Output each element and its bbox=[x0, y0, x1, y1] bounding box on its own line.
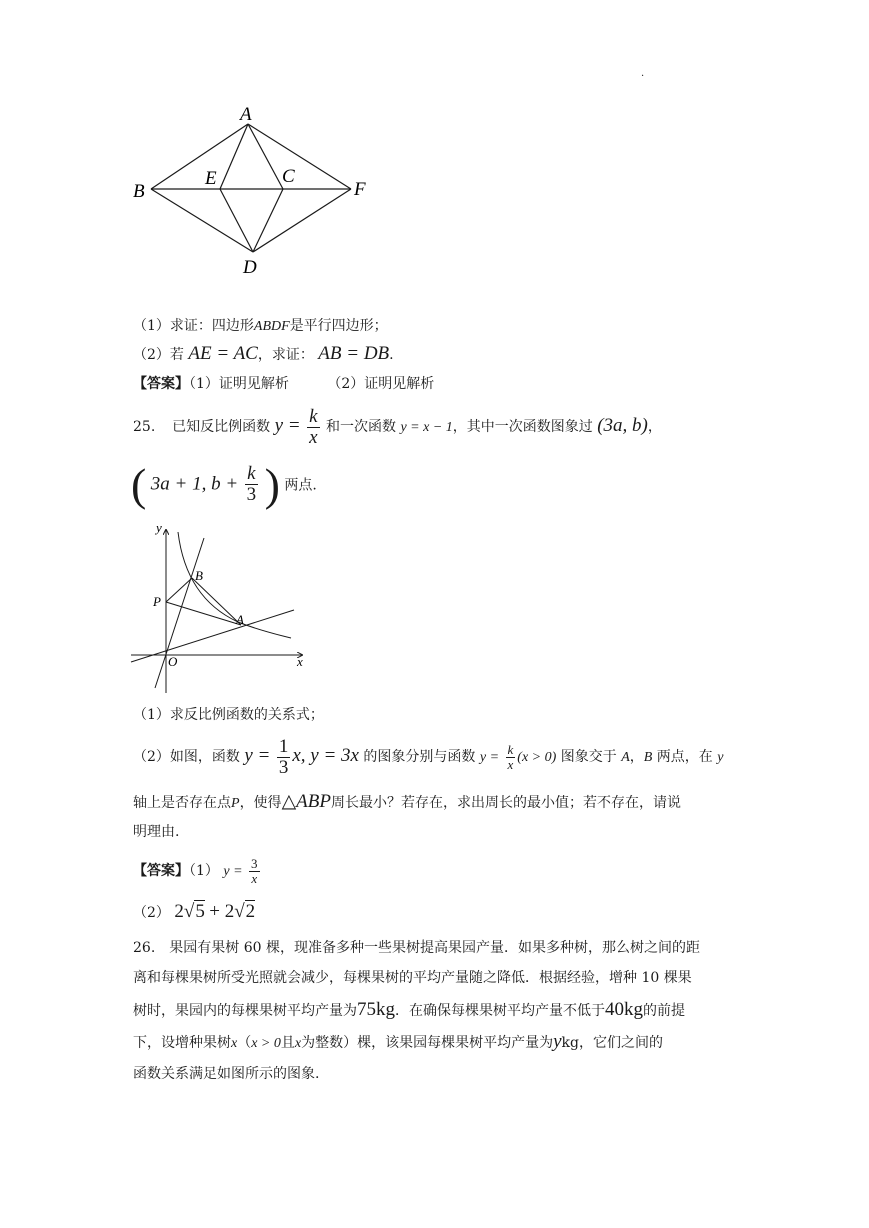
q26-line3: 树时，果园内的每棵果树平均产量为75kg．在确保每棵果树平均产量不低于40kg的前提 bbox=[133, 999, 685, 1020]
label-D: D bbox=[243, 257, 257, 278]
label-x: x bbox=[297, 654, 303, 669]
rhombus-figure bbox=[125, 100, 385, 285]
q24-part2: （2）若 AE = AC，求证： AB = DB. bbox=[133, 343, 394, 364]
q24-answer: 【答案】（1）证明见解析 （2）证明见解析 bbox=[133, 376, 435, 392]
line-y-third-x bbox=[131, 610, 294, 662]
q25-answer2: （2） 2√5 + 2√2 bbox=[133, 901, 256, 922]
q25-part1: （1）求反比例函数的关系式； bbox=[133, 707, 324, 723]
edge-AC bbox=[248, 124, 283, 189]
label-y: y bbox=[156, 520, 162, 535]
q24-part1: （1）求证：四边形ABDF是平行四边形； bbox=[133, 318, 388, 334]
stray-dot: . bbox=[641, 68, 645, 79]
frac-3-over-x: $\frac{3}{x}$ bbox=[251, 855, 258, 886]
frac-k-over-3: $\frac{k}{3}$ bbox=[246, 463, 257, 505]
frac-one-third: $\frac{1}{3}$ bbox=[278, 735, 289, 778]
frac-k-over-x-small: $\frac{k}{x}$ bbox=[507, 741, 514, 772]
label-B: B bbox=[195, 568, 203, 583]
hyperbola bbox=[178, 532, 291, 638]
segment-PA bbox=[166, 602, 241, 625]
label-B: B bbox=[133, 181, 145, 202]
label-A: A bbox=[236, 612, 244, 627]
edge-BD bbox=[151, 189, 253, 252]
q26-line4: 下，设增种果树x（x > 0且x为整数）棵，该果园每棵果树平均产量为ykg，它们之间的 bbox=[133, 1031, 663, 1052]
q26-line1: 26. 果园有果树 60 棵，现准备多种一些果树提高果园产量．如果多种树，那么树之间的距 bbox=[133, 940, 700, 956]
q25-answer1: 【答案】（1） y = $\frac{3}{x}$ bbox=[133, 855, 258, 886]
label-F: F bbox=[354, 179, 366, 200]
q26-line5: 函数关系满足如图所示的图象. bbox=[133, 1066, 320, 1082]
frac-k-over-x: $\frac{k}{x}$ bbox=[309, 405, 318, 448]
label-O: O bbox=[168, 654, 178, 669]
edge-ED bbox=[220, 189, 253, 252]
edge-AF bbox=[248, 124, 351, 189]
q25-part2-line2: 轴上是否存在点P，使得△ABP周长最小？若存在，求出周长的最小值；若不存在，请说 bbox=[133, 791, 681, 812]
q25-part2-line1: （2）如图，函数 y = $\frac{1}{3}$ x, y = 3x 的图象分别与函数 y = $\frac{k}{x}$ (x > 0) 图象交于 A，B 两点，在 y bbox=[133, 735, 724, 778]
label-C: C bbox=[282, 166, 295, 187]
q26-line2: 离和每棵果树所受光照就会减少，每棵果树的平均产量随之降低．根据经验，增种 10 棵果 bbox=[133, 970, 692, 986]
q25-intro: 25. 已知反比例函数 y = $\frac{k}{x}$ 和一次函数 y = x − 1，其中一次函数图象过 (3a, b)， bbox=[133, 405, 662, 448]
label-E: E bbox=[205, 168, 217, 189]
q25-part2-line3: 明理由. bbox=[133, 824, 180, 840]
q25-point2: ( 3a + 1, b + $\frac{k}{3}$ ) 两点. bbox=[131, 459, 317, 510]
function-graph bbox=[128, 518, 308, 693]
segment-PB bbox=[166, 578, 192, 602]
label-A: A bbox=[240, 104, 252, 125]
label-P: P bbox=[153, 594, 161, 609]
line-y-3x bbox=[155, 538, 204, 688]
